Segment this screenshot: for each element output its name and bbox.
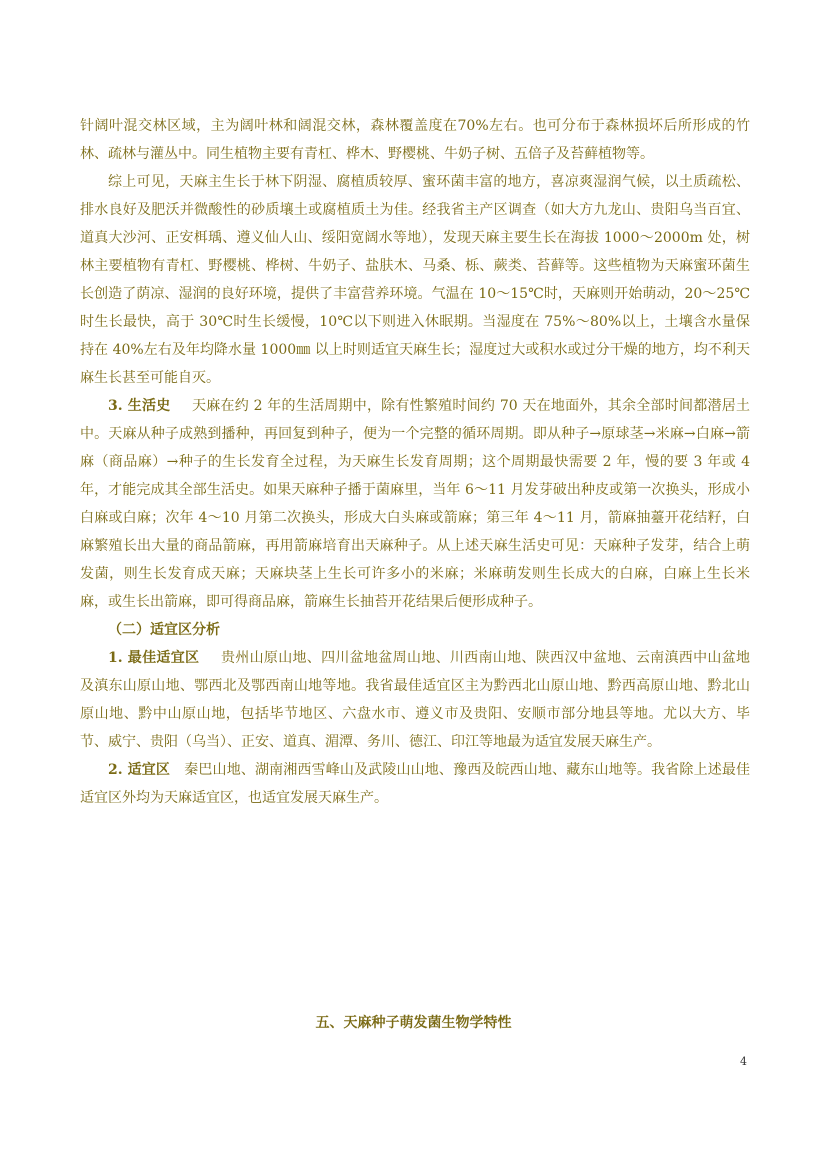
- section-heading: （二）适宜区分析: [108, 622, 220, 638]
- paragraph-text: 针阔叶混交林区域，主为阔叶林和阔混交林，森林覆盖度在70%左右。也可分布于森林损坏后所形成的竹林、疏林与灌丛中。同生植物主要有青杠、桦木、野樱桃、牛奶子树、五倍子及苔藓植物等。: [80, 118, 750, 162]
- paragraph-text: 秦巴山地、湖南湘西雪峰山及武陵山山地、豫西及皖西山地、藏东山地等。我省除上述最佳适宜区外均为天麻适宜区，也适宜发展天麻生产。: [80, 762, 751, 806]
- paragraph-best-suitable-area: [80, 644, 750, 756]
- paragraph-lead: 3. 生活史: [108, 398, 171, 414]
- paragraph-text: 天麻在约 2 年的生活周期中，除有性繁殖时间约 70 天在地面外，其余全部时间都潜居土中。天麻从种子成熟到播种，再回复到种子，便为一个完整的循环周期。即从种子→原球茎→米麻→白麻→箭麻（商品麻）→种子的生长发育全过程，为天麻生长发育周期；这个周期最快需要 2 年，慢的要 3 年或 4 年，才能完成其全部生活史。如果天麻种子播于菌麻里，当年 6～11 月发芽破出种皮或第一次换头，形成小白麻或白麻；次年 4～10 月第二次换头，形成大白头麻或箭麻；第三年 4～11 月，箭麻抽薹开花结籽，白麻繁殖长出大量的商品箭麻，再用箭麻培育出天麻种子。从上述天麻生活史可见：天麻种子发芽，结合上萌发菌，则生长发育成天麻；天麻块茎上生长可许多小的米麻；米麻萌发则生长成大的白麻，白麻上生长米麻，或生长出箭麻，即可得商品麻，箭麻生长抽苔开花结果后便形成种子。: [80, 398, 750, 610]
- document-body: [80, 112, 750, 812]
- chapter-title: 五、天麻种子萌发菌生物学特性: [315, 1015, 512, 1031]
- paragraph-summary-conditions: [80, 168, 750, 392]
- paragraph-habitat-continued: [80, 112, 750, 168]
- paragraph-text: 贵州山原山地、四川盆地盆周山地、川西南山地、陕西汉中盆地、云南滇西中山盆地及滇东山原山地、鄂西北及鄂西南山地等地。我省最佳适宜区主为黔西北山原山地、黔西高原山地、黔北山原山地、黔中山原山地，包括毕节地区、六盘水市、遵义市及贵阳、安顺市部分地县等地。尤以大方、毕节、威宁、贵阳（乌当）、正安、道真、湄潭、务川、德江、印江等地最为适宜发展天麻生产。: [80, 650, 751, 750]
- paragraph-lead: 2. 适宜区: [108, 762, 171, 778]
- paragraph-lead: 1. 最佳适宜区: [108, 650, 200, 666]
- paragraph-suitable-area: [80, 756, 750, 812]
- paragraph-text: 综上可见，天麻主生长于林下阴湿、腐植质较厚、蜜环菌丰富的地方，喜凉爽湿润气候，以土质疏松、排水良好及肥沃并微酸性的砂质壤土或腐植质土为佳。经我省主产区调查（如大方九龙山、贵阳乌当百宜、道真大沙河、正安栮瑀、遵义仙人山、绥阳宽阔水等地），发现天麻主要生长在海拔 1000～2000m 处，树林主要植物有青杠、野樱桃、桦树、牛奶子、盐肤木、马桑、栎、蕨类、苔藓等。这些植物为天麻蜜环菌生长创造了荫凉、湿润的良好环境，提供了丰富营养环境。气温在 10～15℃时，天麻则开始萌动，20～25℃时生长最快，高于 30℃时生长缓慢，10℃以下则进入休眠期。当湿度在 75%～80%以上，土壤含水量保持在 40%左右及年均降水量 1000㎜ 以上时则适宜天麻生长；湿度过大或积水或过分干燥的地方，均不利天麻生长甚至可能自灭。: [80, 174, 750, 386]
- page-number: 4: [740, 1055, 747, 1068]
- paragraph-life-history: [80, 392, 750, 616]
